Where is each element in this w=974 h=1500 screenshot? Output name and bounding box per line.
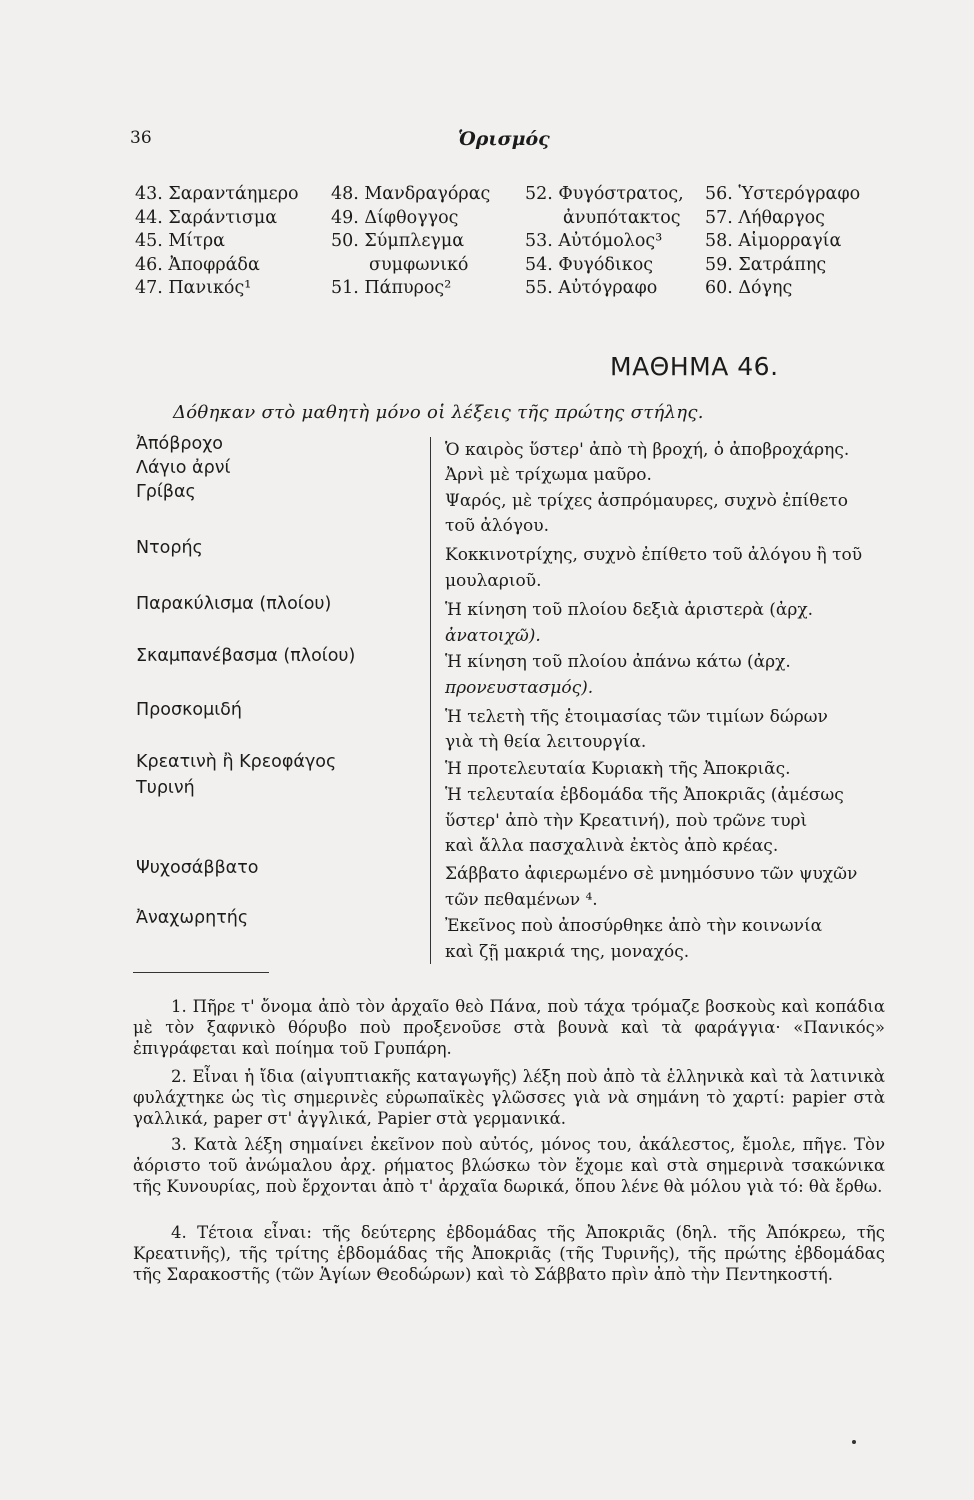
definition-line: καὶ ἄλλα πασχαλινὰ ἐκτὸς ἀπὸ κρέας. [445,836,779,856]
definition-line: γιὰ τὴ θεία λειτουργία. [445,732,647,752]
definition-line: Κοκκινοτρίχης, συχνὸ ἐπίθετο τοῦ ἀλόγου ἢ τοῦ [445,545,863,565]
term: Παρακύλισμα (πλοίου) [136,594,332,614]
list-item: 54. Φυγόδικος [525,254,654,275]
definition-line: μουλαριοῦ. [445,571,542,591]
list-item: 48. Μανδραγόρας [331,184,491,204]
column-divider [430,437,431,964]
definition-line: Ἀρνὶ μὲ τρίχωμα μαῦρο. [445,465,652,485]
term: Προσκομιδή [136,700,242,720]
list-item: 58. Αἱμορραγία [705,231,842,251]
footnote: 4. Τέτοια εἶναι: τῆς δεύτερης ἑβδομάδας τῆς Ἀποκριᾶς (δηλ. τῆς Ἀπόκρεω, τῆς Κρεατινῆς), τῆς τρίτης ἑβδομάδας τῆς Ἀποκριᾶς (τῆς Τυρινῆς), τῆς πρώτης ἑβδομάδας τῆς Σαρακοστῆς (τῶν Ἁγίων Θεοδώρων) καὶ τὸ Σάββατο πρὶν ἀπὸ τὴν Πεντηκοστή. [133,1223,885,1284]
term: Λάγιο ἀρνί [136,458,231,478]
list-item: 52. Φυγόστρατος, [525,184,684,204]
definition-line: Ὁ καιρὸς ὕστερ' ἀπὸ τὴ βροχή, ὁ ἀποβροχάρης. [445,440,850,460]
list-item: 46. Ἀποφράδα [135,254,260,275]
list-item: 55. Αὐτόγραφο [525,278,658,298]
definition-line: Ἡ τελετὴ τῆς ἑτοιμασίας τῶν τιμίων δώρων [445,707,828,727]
word-list-column-1 [135,183,299,301]
lesson-instruction: Δόθηκαν στὸ μαθητὴ μόνο οἱ λέξεις τῆς πρώτης στήλης. [173,402,704,423]
definition-line: ἀνατοιχῶ). [445,626,541,646]
term: Σκαμπανέβασμα (πλοίου) [136,646,356,666]
list-item: 45. Μίτρα [135,231,225,251]
list-item: 53. Αὐτόμολος³ [525,231,663,251]
stray-mark [852,1440,856,1444]
list-item: 57. Λήθαργος [705,207,825,228]
term: Κρεατινὴ ἢ Κρεοφάγος [136,752,337,772]
footnote: 3. Κατὰ λέξη σημαίνει ἐκεῖνον ποὺ αὐτός, μόνος του, ἀκάλεστος, ἔμολε, πῆγε. Τὸν ἀόριστο τοῦ ἀνώμαλου ἀρχ. ρήματος βλώσκω τὸν ἔχομε καὶ στὰ σημερινὰ τσακώνικα τῆς Κυνουρίας, ποὺ ἔρχονται ἀπὸ τ' ἀρχαῖα δωρικά, ὅπου λένε θὰ μόλου γιὰ τό: θὰ ἔρθω. [133,1135,885,1196]
term: Ἀναχωρητής [136,908,249,928]
page-number: 36 [130,128,152,148]
list-item: 49. Δίφθογγος [331,207,459,228]
list-item: 44. Σαράντισμα [135,207,278,228]
definition-line: Ψαρός, μὲ τρίχες ἀσπρόμαυρες, συχνὸ ἐπίθετο [445,491,848,511]
term: Τυρινή [136,778,195,798]
definition-line: προνευστασμός). [445,678,594,698]
list-item: 60. Δόγης [705,278,793,298]
list-item: 50. Σύμπλεγμα [331,231,465,251]
definition-line: καὶ ζῇ μακριά της, μοναχός. [445,942,690,962]
list-item: συμφωνικό [369,254,469,275]
term: Ντορής [136,538,203,558]
word-list-column-2 [331,183,490,301]
term: Ἀπόβροχο [136,434,224,454]
list-item: 43. Σαραντάημερο [135,184,299,204]
footnote-rule [133,972,269,973]
word-list-column-4 [705,183,860,301]
running-title: Ὁρισμός [458,128,550,150]
footnote: 1. Πῆρε τ' ὄνομα ἀπὸ τὸν ἀρχαῖο θεὸ Πάνα, ποὺ τάχα τρόμαζε βοσκοὺς καὶ κοπάδια μὲ τὸν ξαφνικὸ θόρυβο ποὺ προξενοῦσε στὰ βουνὰ καὶ τὰ φαράγγια· «Πανικός» ἐπιγράφεται καὶ ποίημα τοῦ Γρυπάρη. [133,997,885,1058]
definition-line: Ἐκεῖνος ποὺ ἀποσύρθηκε ἀπὸ τὴν κοινωνία [445,916,823,936]
footnote: 2. Εἶναι ἡ ἴδια (αἰγυπτιακῆς καταγωγῆς) λέξη ποὺ ἀπὸ τὰ ἑλληνικὰ καὶ τὰ λατινικὰ φυλάχτηκε ὡς τὶς σημερινὲς εὐρωπαϊκὲς γλῶσσες γιὰ νὰ σημάνη τὸ χαρτί: papier στὰ γαλλικά, paper στ' ἀγγλικά, Papier στὰ γερμανικά. [133,1067,885,1128]
term: Γρίβας [136,482,196,502]
list-item: 59. Σατράπης [705,254,827,275]
definition-line: Ἡ κίνηση τοῦ πλοίου δεξιὰ ἀριστερὰ (ἀρχ. [445,600,814,620]
list-item: ἀνυπότακτος [563,207,681,228]
word-list-column-3 [525,183,684,301]
definition-line: τῶν πεθαμένων ⁴. [445,890,598,910]
list-item: 56. Ὑστερόγραφο [705,184,861,204]
definition-line: Σάββατο ἀφιερωμένο σὲ μνημόσυνο τῶν ψυχῶν [445,864,858,884]
list-item: 47. Πανικός¹ [135,278,252,298]
lesson-title: ΜΑΘΗΜΑ 46. [610,352,779,381]
definition-line: Ἡ προτελευταία Κυριακὴ τῆς Ἀποκριᾶς. [445,759,791,779]
definition-line: Ἡ κίνηση τοῦ πλοίου ἀπάνω κάτω (ἀρχ. [445,652,791,672]
term: Ψυχοσάββατο [136,858,259,878]
list-item: 51. Πάπυρος² [331,278,452,298]
definition-line: Ἡ τελευταία ἑβδομάδα τῆς Ἀποκριᾶς (ἀμέσως [445,785,844,805]
definition-line: τοῦ ἀλόγου. [445,516,550,536]
definition-line: ὕστερ' ἀπὸ τὴν Κρεατινή), ποὺ τρῶνε τυρὶ [445,811,808,831]
